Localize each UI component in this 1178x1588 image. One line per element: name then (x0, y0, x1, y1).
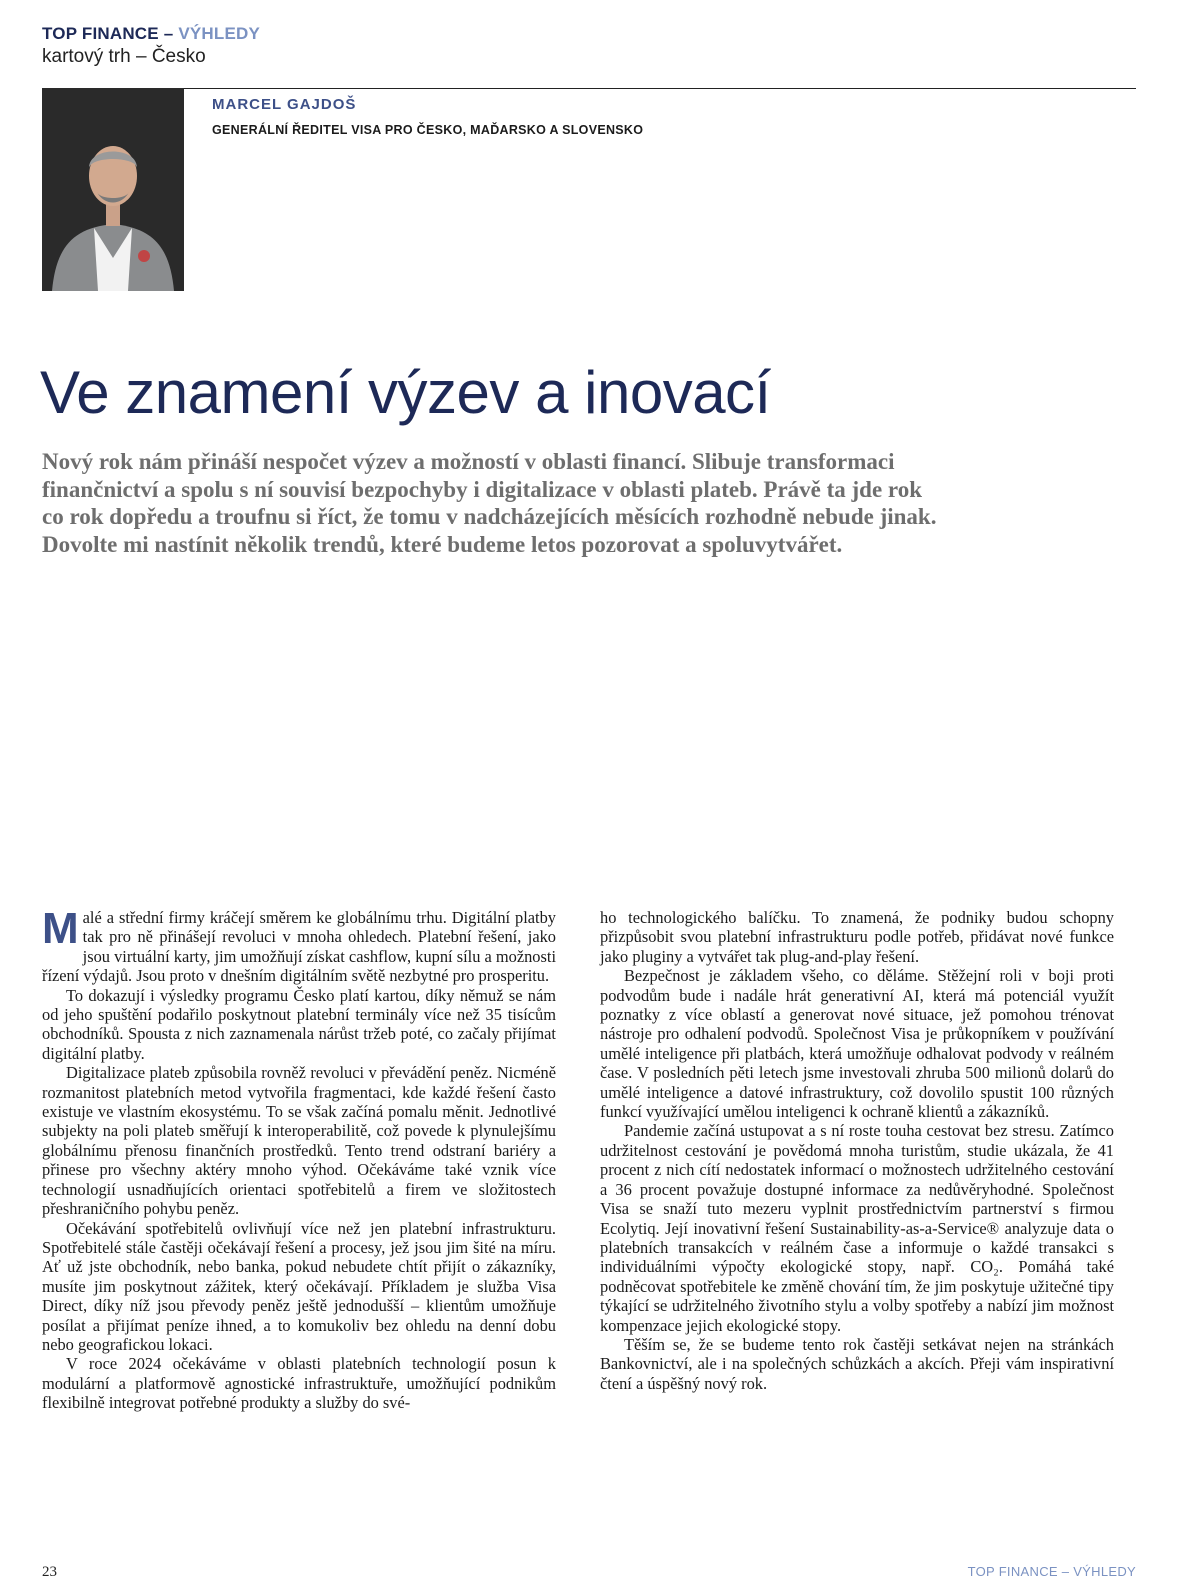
article-column-left (42, 904, 556, 1413)
drop-cap: M (42, 904, 79, 953)
section-subtitle: kartový trh – Česko (42, 46, 206, 67)
section-name: TOP FINANCE – (42, 24, 174, 43)
section-title (42, 24, 260, 44)
article-headline: Ve znamení výzev a inovací (40, 359, 771, 426)
article-paragraph: Očekávání spotřebitelů ovlivňují více než jen platební infrastrukturu. Spotřebitelé stále častěji očekávají řešení a procesy, jež jsou jim šité na míru. Ať už jste obchodník, nebo banka, pokud nebudete chtít přijít o zákazníky, musíte jim poskytnout zážitek, který očekávají. Příkladem je služba Visa Direct, díky níž jsou převody peněz ještě jednodušší – klientům umožňuje posílat a přijímat peníze ihned, a to komukoliv bez ohledu na denní dobu nebo geografickou lokaci. (42, 1218, 556, 1354)
author-role: GENERÁLNÍ ŘEDITEL VISA PRO ČESKO, MAĎARSKO A SLOVENSKO (212, 123, 644, 137)
author-name: MARCEL GAJDOŠ (212, 96, 357, 113)
header-rule (42, 88, 1136, 89)
article-paragraph: ho technologického balíčku. To znamená, že podniky budou schopny přizpůsobit svou platební infrastrukturu podle potřeb, přidávat nové funkce jako pluginy a vytvářet tak plug-and-play řešení. (600, 908, 1114, 966)
footer-section: TOP FINANCE – VÝHLEDY (967, 1564, 1136, 1579)
page-number: 23 (42, 1564, 57, 1580)
article-paragraph: To dokazují i výsledky programu Česko platí kartou, díky němuž se nám od jeho spuštění podařilo poskytnout platební terminály více než 35 tisícům obchodníků. Spousta z nich zaznamenala nárůst tržeb poté, co začaly přijímat digitální platby. (42, 985, 556, 1063)
author-photo (42, 88, 184, 291)
section-accent: VÝHLEDY (173, 24, 261, 43)
header (42, 24, 260, 68)
article-lead: Nový rok nám přináší nespočet výzev a možností v oblasti financí. Slibuje transformaci finančnictví a spolu s ní souvisí bezpochyby i digitalizace v oblasti plateb. Právě ta jde rok co rok dopředu a troufnu si říct, že tomu v nadcházejících měsících rozhodně nebude jinak. Dovolte mi nastínit několik trendů, které budeme letos pozorovat a spoluvytvářet. (42, 449, 937, 557)
article-paragraph: Pandemie začíná ustupovat a s ní roste touha cestovat bez stresu. Zatímco udržitelnost cestování je povědomá mnoha turistům, studie ukázala, že 41 procent z nich cítí nedostatek informací o možnostech udržitelného cestování a 36 procent považuje dostupné informace za nedůvěryhodné. Společnost Visa se snaží tuto mezeru vyplnit prostřednictvím partnerství s firmou Ecolytiq. Její inovativní řešení Sustainability-as-a-Service® analyzuje data o platebních transakcích v reálném čase a informuje o každé transakci s individuálními výpočty ekologické stopy, např. CO₂. Pomáhá také podněcovat spotřebitele ke změně chování tím, že jim poskytuje užitečné tipy týkající se udržitelného životního stylu a volby spotřeby a nabízí jim možnost kompenzace jejich ekologické stopy. (600, 1121, 1114, 1335)
article-paragraph: Digitalizace plateb způsobila rovněž revoluci v převádění peněz. Nicméně rozmanitost platebních metod vytvořila fragmentaci, kde každé řešení často existuje ve vlastním ekosystému. To se však začíná pomalu měnit. Jednotlivé subjekty na poli plateb směřují k interoperabilitě, což povede k plynulejšímu globálnímu přenosu finančních prostředků. Tento trend odstraní bariéry a přinese pro všechny aktéry mnoho výhod. Očekáváme také vznik více technologií usnadňujících orientaci spotřebitelů a firem ve složitostech přeshraničního pohybu peněz. (42, 1063, 556, 1219)
article-paragraph: V roce 2024 očekáváme v oblasti platebních technologií posun k modulární a platformově agnostické infrastruktuře, umožňující podnikům flexibilně integrovat potřebné produkty a služby do své- (42, 1354, 556, 1413)
first-paragraph-text: alé a střední firmy kráčejí směrem ke globálnímu trhu. Digitální platby tak pro ně přinášejí revoluci v mnoha ohledech. Platební řešení, jako jsou virtuální karty, jim umožňují získat cashflow, kupní sílu a možnosti řízení výdajů. Jsou proto v dnešním digitálním světě nezbytné pro prosperitu. (42, 908, 556, 986)
article-paragraph: Těším se, že se budeme tento rok častěji setkávat nejen na stránkách Bankovnictví, ale i na společných schůzkách a akcích. Přeji vám inspirativní čtení a úspěšný nový rok. (600, 1334, 1114, 1393)
article-column-right (600, 908, 1114, 1393)
article-paragraph (42, 904, 556, 986)
article-paragraph: Bezpečnost je základem všeho, co děláme. Stěžejní roli v boji proti podvodům bude i nadále hrát generativní AI, která má potenciál využít poznatky z více oblastí a generovat nové situace, jež pomohou trénovat nástroje pro odhalení podvodů. Společnost Visa je průkopníkem v používání umělé inteligence při platbách, která umožňuje odhalovat podvody v reálném čase. V posledních pěti letech jsme investovali zhruba 500 milionů dolarů do umělé inteligence a datové infrastruktury, což dovolilo spustit 100 různých funkcí využívající umělou inteligenci k ochraně klientů a zákazníků. (600, 966, 1114, 1122)
author-info (212, 96, 643, 137)
